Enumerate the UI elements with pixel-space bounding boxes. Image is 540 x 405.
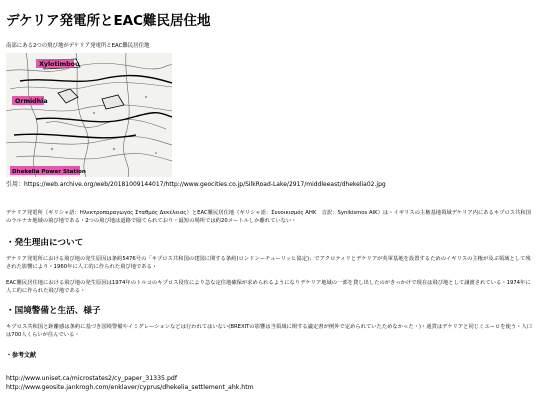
references-heading: ・参考文献: [6, 352, 37, 359]
intro-paragraph: デケリア発電所（ギリシャ語：Ηλεκτροπαραγωγός Σταθμός Δεκέλειας）とEAC難民居住地（ギリシャ語：Συνοικισμός ΑΗΚ 音訳：Synikismos AIK）は・イギリスの主権基地領域デケリア内にあるキプロス共和国のラルナカ地域の飛び地である・2つの飛び地は道路で隔てられており・最短の場所では約20メートルしか離れていない・: [6, 210, 531, 224]
reference-link-1[interactable]: http://www.uniset.ca/microstates2/cy_paper_31335.pdf: [6, 375, 177, 382]
map-drawing: [6, 53, 172, 177]
image-citation: 引用：https://web.archive.org/web/20181009144017/http://www.geocities.co.jp/SilkRoad-Lake/2917/middleeast/dhekelia02.jpg: [6, 181, 386, 188]
origin-paragraph-2: EAC難民居住地における飛び地の発生原因は1974年のトルコのキプロス侵攻により急な定住地確保が求められるようになりデケリア地域の一部を貸し出したのがきっかけで現在は飛び地として譲渡されている・1974年に人工的に作られた飛び地である・: [6, 280, 531, 294]
enclave-map-image: [6, 53, 172, 177]
section-heading-border: ・国境警備と生活、様子: [6, 306, 101, 316]
origin-paragraph-1: デケリア発電所における飛び地の発生原因は条約5476号の「キプロス共和国の建国に関する条約(ロンドンーチューリッヒ協定)」でアクロティリとデケリアが英軍基地を設置するためのイギリスの主権が及ぶ領域として残された影響により・1960年に人工的に作られた飛び地である・: [6, 256, 531, 270]
image-caption: 南部にある2つの飛び地がデケリア発電所とEAC難民居住地: [6, 43, 150, 49]
map-label-dhekelia: Dhekelia Power Station: [12, 169, 86, 175]
map-label-ormidhia: Ormidhia: [15, 98, 48, 105]
border-paragraph: キプロス共和国と距離感は条約に基づき国境警備やイミグレーションなどは行われてはいない(BREXITの影響は当領域に関する議定書が例外で定められていたためなかった・)・通貨はデケリアと同じくユーロを使う・人口は700人くらいが住んでいる・: [6, 324, 533, 338]
reference-link-2[interactable]: http://www.geosite.jankrogh.com/enklaver/cyprus/dhekelia_settlement_ahk.htm: [6, 384, 254, 391]
map-label-xylotimbou: Xylotimbou: [39, 61, 80, 68]
section-heading-origin: ・発生理由について: [6, 238, 84, 248]
page-title: デケリア発電所とEAC難民居住地: [6, 13, 211, 29]
